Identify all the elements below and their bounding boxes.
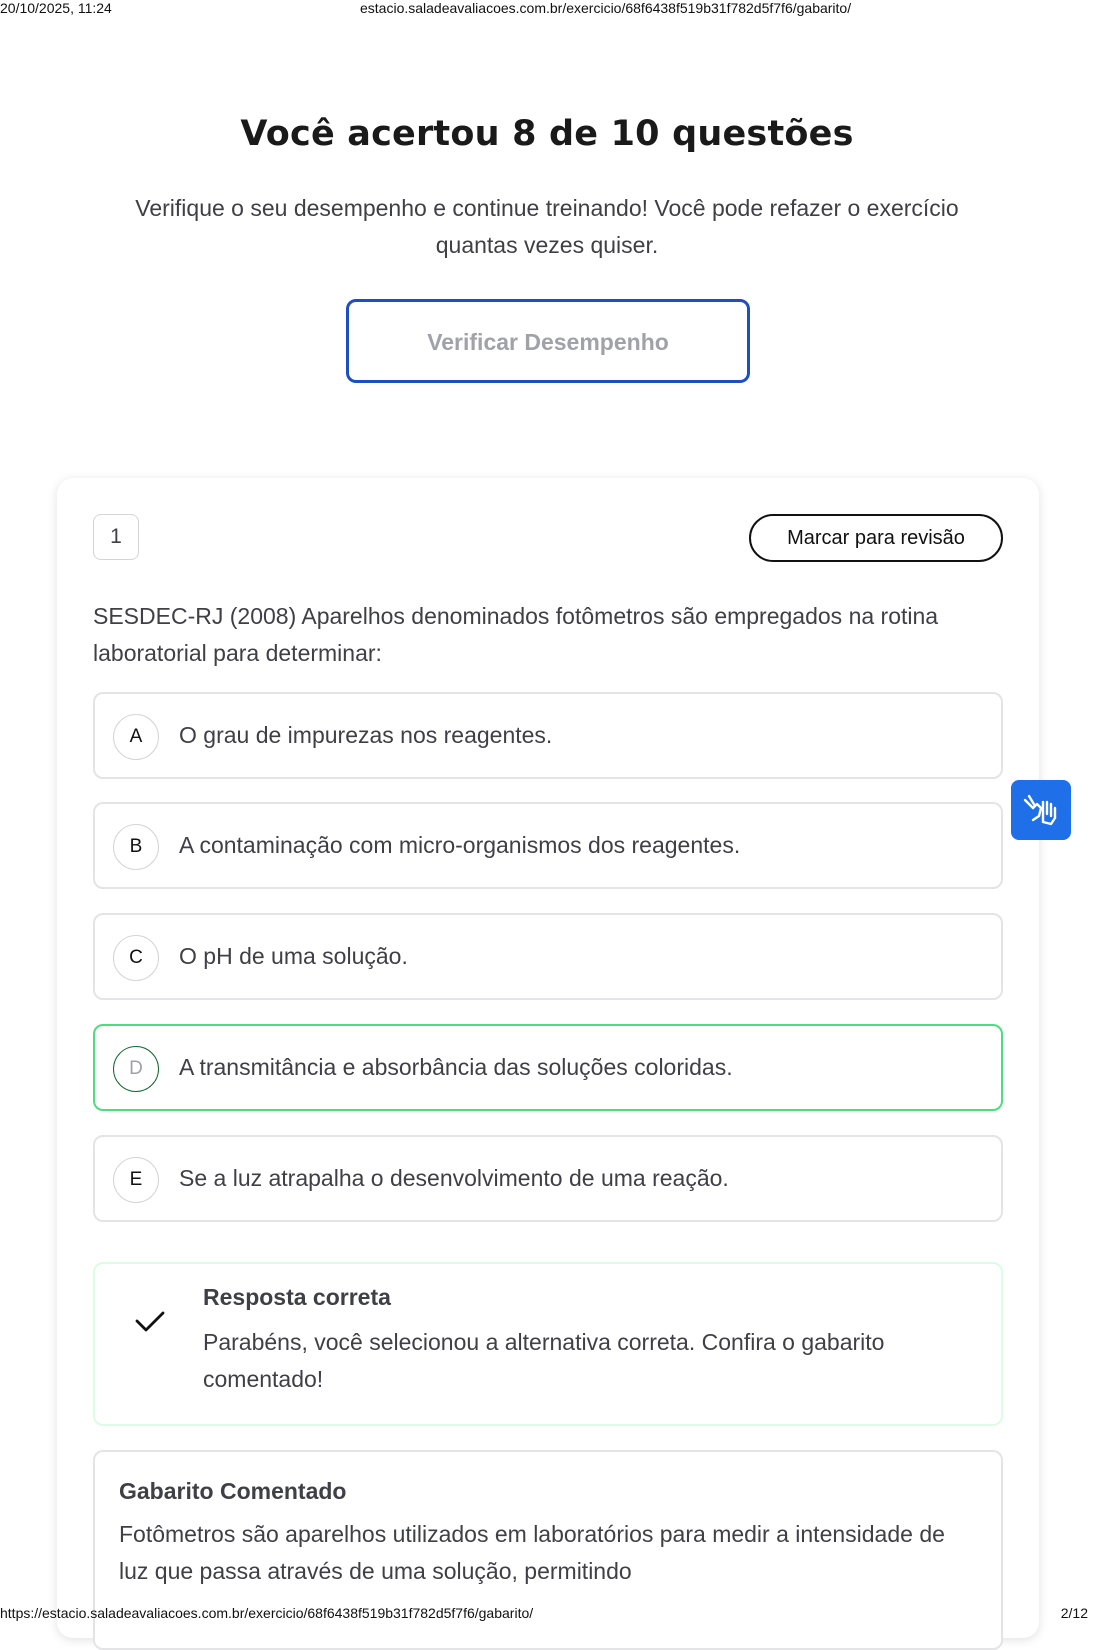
print-footer bbox=[0, 1605, 1094, 1623]
option-text: A contaminação com micro-organismos dos reagentes. bbox=[179, 832, 741, 858]
question-number: 1 bbox=[93, 514, 139, 560]
option-letter: A bbox=[113, 714, 159, 760]
print-header bbox=[0, 0, 1094, 18]
option-d[interactable] bbox=[93, 1024, 1003, 1111]
question-text: SESDEC-RJ (2008) Aparelhos denominados fotômetros são empregados na rotina laboratorial para determinar: bbox=[93, 603, 939, 666]
mark-for-review-button[interactable]: Marcar para revisão bbox=[749, 514, 1003, 562]
commented-text: Fotômetros são aparelhos utilizados em laboratórios para medir a intensidade de luz que passa através de uma solução, permitindo bbox=[119, 1521, 945, 1584]
verify-performance-button[interactable]: Verificar Desempenho bbox=[346, 299, 750, 383]
print-url: estacio.saladeavaliacoes.com.br/exercicio/68f6438f519b31f782d5f7f6/gabarito/ bbox=[360, 0, 852, 16]
option-letter: C bbox=[113, 935, 159, 981]
option-text: O grau de impurezas nos reagentes. bbox=[179, 722, 553, 748]
option-b[interactable] bbox=[93, 802, 1003, 889]
result-title: Você acertou 8 de 10 questões bbox=[240, 114, 854, 154]
option-a[interactable] bbox=[93, 692, 1003, 779]
question-card bbox=[57, 478, 1039, 1638]
option-c[interactable] bbox=[93, 913, 1003, 1000]
commented-title: Gabarito Comentado bbox=[119, 1478, 347, 1504]
correct-answer-feedback bbox=[93, 1262, 1003, 1426]
feedback-title: Resposta correta bbox=[203, 1284, 391, 1310]
option-letter: D bbox=[113, 1046, 159, 1092]
option-text: A transmitância e absorbância das soluções coloridas. bbox=[179, 1054, 733, 1080]
option-text: Se a luz atrapalha o desenvolvimento de uma reação. bbox=[179, 1165, 729, 1191]
option-letter: B bbox=[113, 824, 159, 870]
check-icon bbox=[133, 1304, 167, 1338]
option-letter: E bbox=[113, 1157, 159, 1203]
option-text: O pH de uma solução. bbox=[179, 943, 408, 969]
option-e[interactable] bbox=[93, 1135, 1003, 1222]
print-page-number: 2/12 bbox=[1060, 1605, 1088, 1621]
accessibility-button[interactable] bbox=[1011, 780, 1071, 840]
sign-language-icon bbox=[1021, 790, 1061, 830]
print-footer-url: https://estacio.saladeavaliacoes.com.br/exercicio/68f6438f519b31f782d5f7f6/gabarito/ bbox=[0, 1605, 534, 1621]
result-subtitle: Verifique o seu desempenho e continue treinando! Você pode refazer o exercício quantas vezes quiser. bbox=[135, 195, 959, 258]
print-date: 20/10/2025, 11:24 bbox=[0, 0, 112, 16]
feedback-text: Parabéns, você selecionou a alternativa correta. Confira o gabarito comentado! bbox=[203, 1329, 885, 1392]
